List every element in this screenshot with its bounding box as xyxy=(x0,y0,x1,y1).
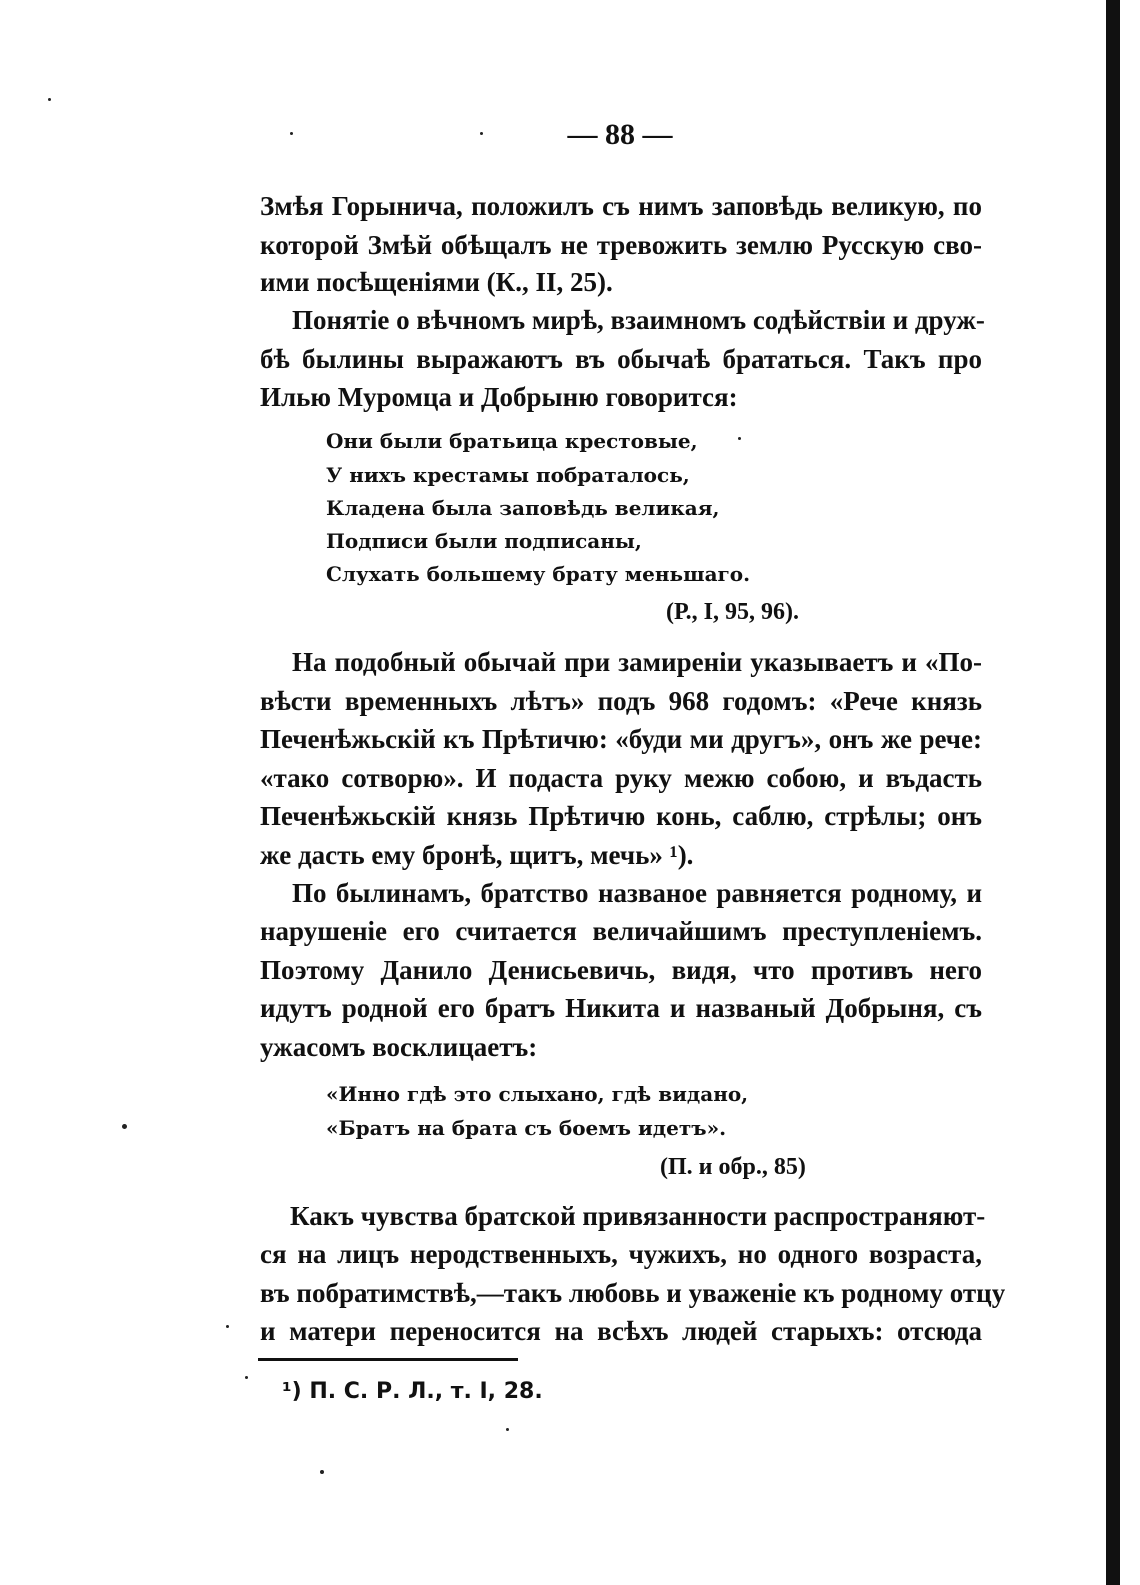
verse-line: «Братъ на брата съ боемъ идетъ». xyxy=(326,1116,727,1140)
verse-citation: (Р., I, 95, 96). xyxy=(666,599,799,625)
footnote-rule xyxy=(258,1358,518,1361)
text-line: въ побратимствѣ,—такъ любовь и уваженіе къ родному отцу xyxy=(260,1278,1006,1308)
scan-speck xyxy=(122,1124,127,1129)
scan-speck xyxy=(48,98,51,101)
scan-speck xyxy=(245,1376,248,1379)
text-line: идутъ родной его братъ Никита и названый Добрыня, съ xyxy=(260,993,982,1023)
verse-citation: (П. и обр., 85) xyxy=(660,1154,806,1180)
text-line: Печенѣжьскій князь Прѣтичю конь, саблю, стрѣлы; онъ xyxy=(260,801,982,831)
text-line: Поэтому Данило Денисьевичь, видя, что противъ него xyxy=(260,955,982,985)
footnote: ¹) П. С. Р. Л., т. I, 28. xyxy=(282,1379,543,1404)
verse-line: «Инно гдѣ это слыхано, гдѣ видано, xyxy=(326,1082,749,1106)
text-line: Какъ чувства братской привязанности распространяют- xyxy=(290,1201,986,1231)
text-line: «тако сотворю». И подаста руку межю собою, и въдасть xyxy=(260,763,982,793)
scan-speck xyxy=(320,1470,324,1474)
text-line: Змѣя Горынича, положилъ съ нимъ заповѣдь великую, по xyxy=(260,191,982,221)
text-line: Илью Муромца и Добрыню говорится: xyxy=(260,382,738,412)
verse-line: Подписи были подписаны, xyxy=(326,529,642,553)
verse-line: У нихъ крестамы побраталось, xyxy=(326,463,690,487)
scan-speck xyxy=(738,437,741,440)
text-line: нарушеніе его считается величайшимъ преступленіемъ. xyxy=(260,916,982,946)
verse-line: Они были братьица крестовые, xyxy=(326,429,698,453)
page-number: — 88 — xyxy=(567,118,673,151)
text-line: Понятіе о вѣчномъ мирѣ, взаимномъ содѣйствіи и друж- xyxy=(292,305,985,335)
text-line: ими посѣщеніями (К., II, 25). xyxy=(260,267,613,297)
verse-line: Слухать большему брату меньшаго. xyxy=(326,562,751,586)
verse-line: Кладена была заповѣдь великая, xyxy=(326,496,720,520)
text-line: которой Змѣй обѣщалъ не тревожить землю Русскую сво- xyxy=(260,230,982,260)
scan-speck xyxy=(480,132,483,135)
text-line: ся на лицъ неродственныхъ, чужихъ, но одного возраста, xyxy=(260,1239,982,1269)
text-line: и матери переносится на всѣхъ людей старыхъ: отсюда xyxy=(260,1316,982,1346)
scan-speck xyxy=(226,1325,229,1328)
text-line: На подобный обычай при замиреніи указываетъ и «По- xyxy=(292,647,982,677)
text-line: бѣ былины выражаютъ въ обычаѣ брататься. Такъ про xyxy=(260,344,982,374)
text-line: же дасть ему бронѣ, щитъ, мечь» ¹). xyxy=(260,840,694,870)
text-line: ужасомъ восклицаетъ: xyxy=(260,1032,538,1062)
scan-speck xyxy=(290,132,293,135)
text-line: По былинамъ, братство названое равняется родному, и xyxy=(292,878,982,908)
scan-speck xyxy=(506,1428,509,1431)
text-line: вѣсти временныхъ лѣтъ» подъ 968 годомъ: «Рече князь xyxy=(260,686,982,716)
page-edge-shadow xyxy=(1106,0,1120,1585)
text-line: Печенѣжьскій къ Прѣтичю: «буди ми другъ», онъ же рече: xyxy=(260,724,982,754)
